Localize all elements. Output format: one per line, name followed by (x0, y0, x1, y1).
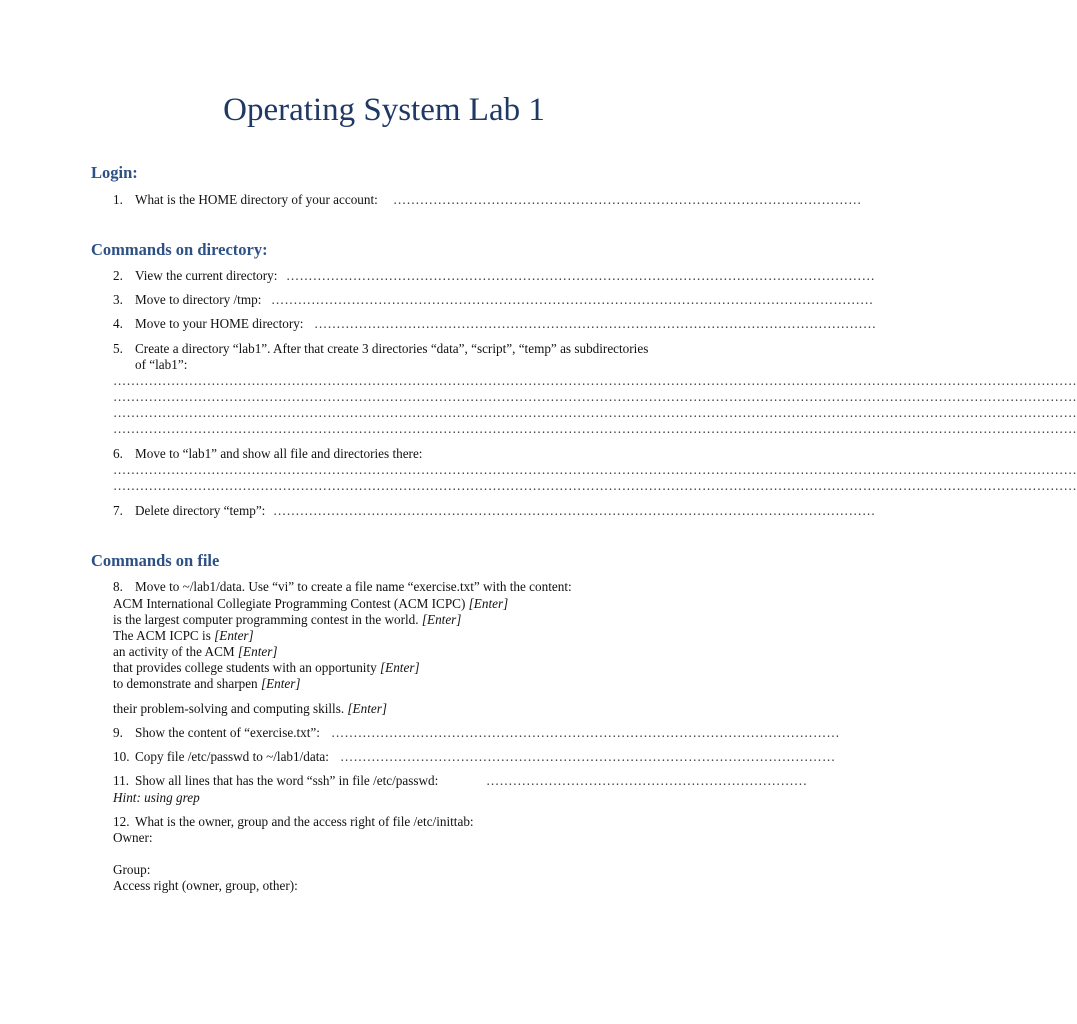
section-heading-directory: Commands on directory: (91, 240, 268, 259)
answer-line-5d[interactable]: ……………………………………………………………………………………………………………………………………………………………………………………………… (113, 421, 1077, 436)
answer-line-4[interactable]: ……………………………………………………………………………………………………………… (314, 316, 877, 331)
answer-line-10[interactable]: ………………………………………………………………………………………………… (340, 749, 836, 764)
access-right-label: Access right (owner, group, other): (113, 878, 298, 893)
section-heading-file: Commands on file (91, 551, 220, 570)
content-line-5: that provides college students with an opportunity [Enter] (113, 660, 420, 675)
question-8: 8. Move to ~/lab1/data. Use “vi” to create a file name “exercise.txt” with the content: (113, 579, 572, 594)
question-6: 6. Move to “lab1” and show all file and directories there: (113, 446, 423, 461)
question-1: 1. What is the HOME directory of your account: (113, 192, 378, 207)
question-10: 10. Copy file /etc/passwd to ~/lab1/data: (113, 749, 329, 764)
question-5: 5. Create a directory “lab1”. After that create 3 directories “data”, “script”, “temp” as subdirectories (113, 341, 649, 356)
answer-line-3[interactable]: ……………………………………………………………………………………………………………………… (271, 292, 874, 307)
answer-line-5a[interactable]: ……………………………………………………………………………………………………………………………………………………………………………………………… (113, 373, 1077, 388)
answer-line-5b[interactable]: ……………………………………………………………………………………………………………………………………………………………………………………………… (113, 389, 1077, 404)
answer-line-2[interactable]: …………………………………………………………………………………………………………………… (286, 268, 876, 283)
answer-line-6b[interactable]: ……………………………………………………………………………………………………………………………………………………………………………………………… (113, 478, 1077, 493)
answer-line-7[interactable]: ……………………………………………………………………………………………………………………… (273, 503, 876, 518)
answer-line-1[interactable]: …………………………………………………………………………………………… (393, 192, 862, 207)
content-line-3: The ACM ICPC is [Enter] (113, 628, 254, 643)
answer-line-9[interactable]: …………………………………………………………………………………………………… (331, 725, 840, 740)
content-line-2: is the largest computer programming contest in the world. [Enter] (113, 612, 462, 627)
content-line-4: an activity of the ACM [Enter] (113, 644, 278, 659)
hint-text: Hint: using grep (113, 790, 200, 805)
content-line-7: their problem-solving and computing skills. [Enter] (113, 701, 387, 716)
question-4: 4. Move to your HOME directory: (113, 316, 304, 331)
answer-line-5c[interactable]: ……………………………………………………………………………………………………………………………………………………………………………………………… (113, 405, 1077, 420)
content-line-6: to demonstrate and sharpen [Enter] (113, 676, 301, 691)
question-9: 9. Show the content of “exercise.txt”: (113, 725, 320, 740)
page-title: Operating System Lab 1 (223, 92, 545, 128)
question-7: 7. Delete directory “temp”: (113, 503, 266, 518)
group-label: Group: (113, 862, 151, 877)
content-line-1: ACM International Collegiate Programming Contest (ACM ICPC) [Enter] (113, 596, 509, 611)
owner-label: Owner: (113, 830, 153, 845)
answer-line-6a[interactable]: ……………………………………………………………………………………………………………………………………………………………………………………………… (113, 462, 1077, 477)
question-2: 2. View the current directory: (113, 268, 278, 283)
question-12: 12. What is the owner, group and the access right of file /etc/inittab: (113, 814, 474, 829)
section-heading-login: Login: (91, 163, 138, 182)
question-3: 3. Move to directory /tmp: (113, 292, 262, 307)
question-11: 11. Show all lines that has the word “ssh” in file /etc/passwd: (113, 773, 439, 788)
answer-line-11[interactable]: ……………………………………………………………… (486, 773, 808, 788)
question-5-continued: of “lab1”: (135, 357, 188, 372)
